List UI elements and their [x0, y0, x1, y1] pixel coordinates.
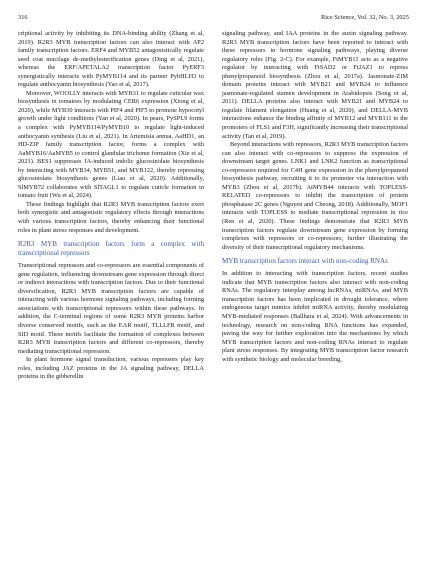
paragraph: Moreover, WOOLLY interacts with MYB31 to regulate cuticular wax biosynthesis in tomatoes by modulating CER6 expression (Xiong et al, 2020), while MYB30 interacts with PIF4 and PIF5 to promote hypocotyl growth under light conditions (Yan et al, 2020). In pears, PySPL9 forms a complex with PyMYB114/PyMYB10 to regulate light-induced anthocyanin synthesis (Liu et al, 2021). In Artemisia annua, AaHD1, an HD-ZIP family transcription factor, forms a complex with AaMYB16/AaMYB5 to control glandular trichome formation (Xie et al, 2021). BES1 suppresses JA-induced indolic glucosinolate biosynthesis by interacting with MYB34, MYB51, and MYB122, thereby repressing glucosinolate biosynthesis genes (Liao et al, 2020). Additionally, SlMYB72 collaborates with SlTAGL1 to regulate cuticle formation in tomato fruit (Wu et al, 2024). [18, 89, 204, 200]
journal-citation: Rice Science, Vol. 32, No. 3, 2025 [321, 14, 409, 21]
page-number: 316 [18, 14, 28, 21]
paragraph: Transcriptional repressors and co-repressors are essential components of gene regulation, influencing downstream gene expression through direct or indirect interactions with transcription factors. Due to their functional diversification, R2R3 MYB transcription factors are capable of interacting with various hormone signaling pathways, including forming associations with transcriptional repressors within these pathways. In addition, the C-terminal regions of some R2R3 MYB proteins harbor diverse conserved motifs, such as the EAR motif, TLLLFR motif, and SID motif. These motifs facilitate the formation of complexes between R2R3 MYB transcription factors and different co-repressors, thereby mediating transcriptional repression. [18, 262, 204, 355]
left-column [18, 30, 204, 382]
paragraph: In addition to interacting with transcription factors, recent studies indicate that MYB transcription factors also interact with non-coding RNAs. The regulatory interplay among lncRNAs, miRNAs, and MYB transcription factors has been implicated in drought tolerance, where endogenous target mimics inhibit miRNA activity, thereby modulating MYB-mediated responses (Ballhara et al, 2024). With advancements in technology, research on non-coding RNA functions has expanded, paving the way for further exploration into the mechanisms by which MYB transcription factors and non-coding RNAs interact to regulate plant stress responses. By integrating MYB transcription factor research with synthetic biology and molecular breeding, [222, 270, 408, 363]
paragraph: In plant hormone signal transduction, various repressors play key roles, including JAZ proteins in the JA signaling pathway, DELLA proteins in the gibberellin [18, 356, 204, 381]
page-header [18, 12, 409, 23]
right-column [222, 30, 408, 364]
paragraph: signaling pathway, and IAA proteins in the auxin signaling pathway. R2R3 MYB transcription factors have been reported to interact with these repressors in hormone signaling pathways, playing diverse regulatory roles (Fig. 2-C). For example, FtMYB11 acts as a negative regulator by interacting with FtSAD2 or FtJAZ1 to repress phenylpropanoid biosynthesis (Zhou et al, 2017a). Jasmonate-ZIM domain proteins interact with MYB21 and MYB24 to influence jasmonate-regulated stamen development in Arabidopsis (Song et al, 2011). DELLA proteins also interact with MYB21 and MYB24 to regulate filament elongation (Huang et al, 2020), and DELLA-MYB interactions enhance the binding affinity of MYB12 and MYB111 to the promoters of FLS1 and F3H, significantly increasing their transcriptional activity (Tan et al, 2019). [222, 30, 408, 140]
paragraph: These findings highlight that R2R3 MYB transcription factors exert both synergistic and antagonistic regulatory effects through interactions with various transcription factors, thereby enhancing their functional roles in plant stress responses and development. [18, 200, 204, 234]
paragraph: Beyond interactions with repressors, R2R3 MYB transcription factors can also interact with co-repressors to suppress the expression of downstream target genes. LNK1 and LNK2 function as transcriptional co-repressors required for C4H gene expression in the phenylpropanoid biosynthesis pathway, recruiting it to its promoter via interaction with MYB3 (Zhou et al, 2017b). AtMYB44 interacts with TOPLESS-RELATED co-repressors to inhibit the transcription of protein phosphatase 2C genes (Nguyen and Cheong, 2018). Additionally, MOF1 interacts with TOPLESS to mediate transcriptional repression in rice (Ren et al, 2020). These findings demonstrate that R2R3 MYB transcription factors regulate downstream gene expression by forming complexes with repressors or co-repressors, further illustrating the diversity of their transcriptional regulatory mechanisms. [222, 141, 408, 251]
paragraph: criptional activity by inhibiting its DNA-binding ability (Zhang et al, 2019). R2R3 MYB transcription factors can also interact with AP2 family transcription factors. ERF4 and MYB52 antagonistically regulate seed coat mucilage de-methylesterification genes (Ding et al, 2021), whereas the ERF/APETALA2 transcription factor PyERF3 synergistically interacts with PyMYB114 and its partner PybHLH3 to regulate anthocyanin biosynthesis (Yao et al, 2017). [18, 30, 204, 89]
section-heading: R2R3 MYB transcription factors form a complex with transcriptional repressors [18, 240, 204, 258]
section-heading: MYB transcription factors interact with non-coding RNAs [222, 257, 388, 266]
